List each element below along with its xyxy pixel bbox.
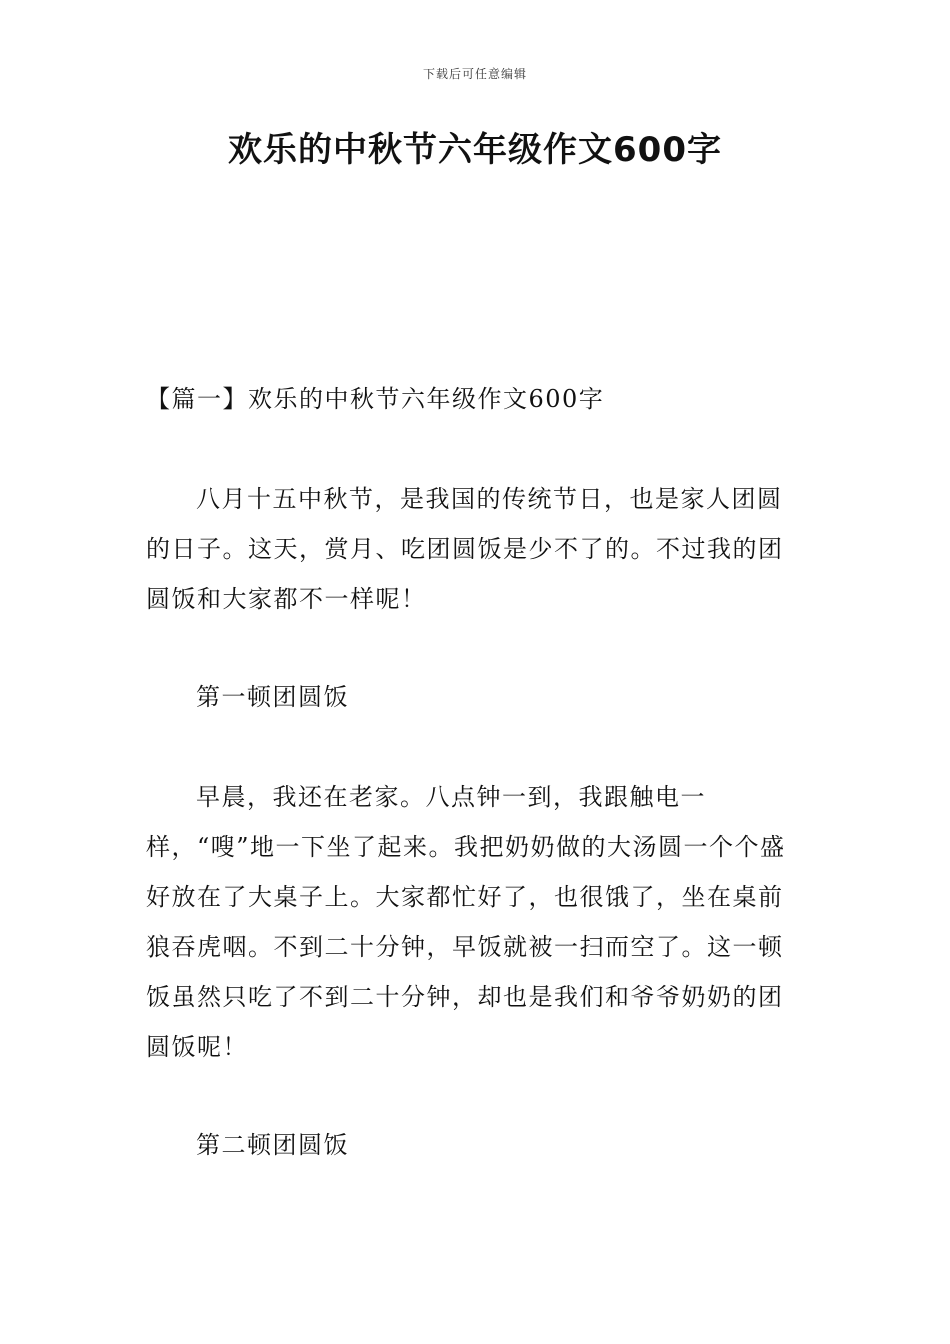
document-title: 欢乐的中秋节六年级作文600字 bbox=[228, 130, 722, 170]
paragraph-2: 早晨，我还在老家。八点钟一到，我跟触电一样，“嗖”地一下坐了起来。我把奶奶做的大汤圆一个个盛好放在了大桌子上。大家都忙好了，也很饿了，坐在桌前狼吞虎咽。不到二十分钟，早饭就被一扫而空了。这一顿饭虽然只吃了不到二十分钟，却也是我们和爷爷奶奶的团圆饭呢！ bbox=[146, 783, 786, 1061]
header-note: 下载后可任意编辑 bbox=[422, 67, 527, 81]
section-heading: 【篇一】欢乐的中秋节六年级作文600字 bbox=[146, 385, 605, 413]
subheading-1: 第一顿团圆饭 bbox=[196, 683, 349, 711]
subheading-2: 第二顿团圆饭 bbox=[196, 1131, 349, 1159]
paragraph-1: 八月十五中秋节，是我国的传统节日，也是家人团圆的日子。这天，赏月、吃团圆饭是少不了的。不过我的团圆饭和大家都不一样呢！ bbox=[146, 485, 784, 613]
